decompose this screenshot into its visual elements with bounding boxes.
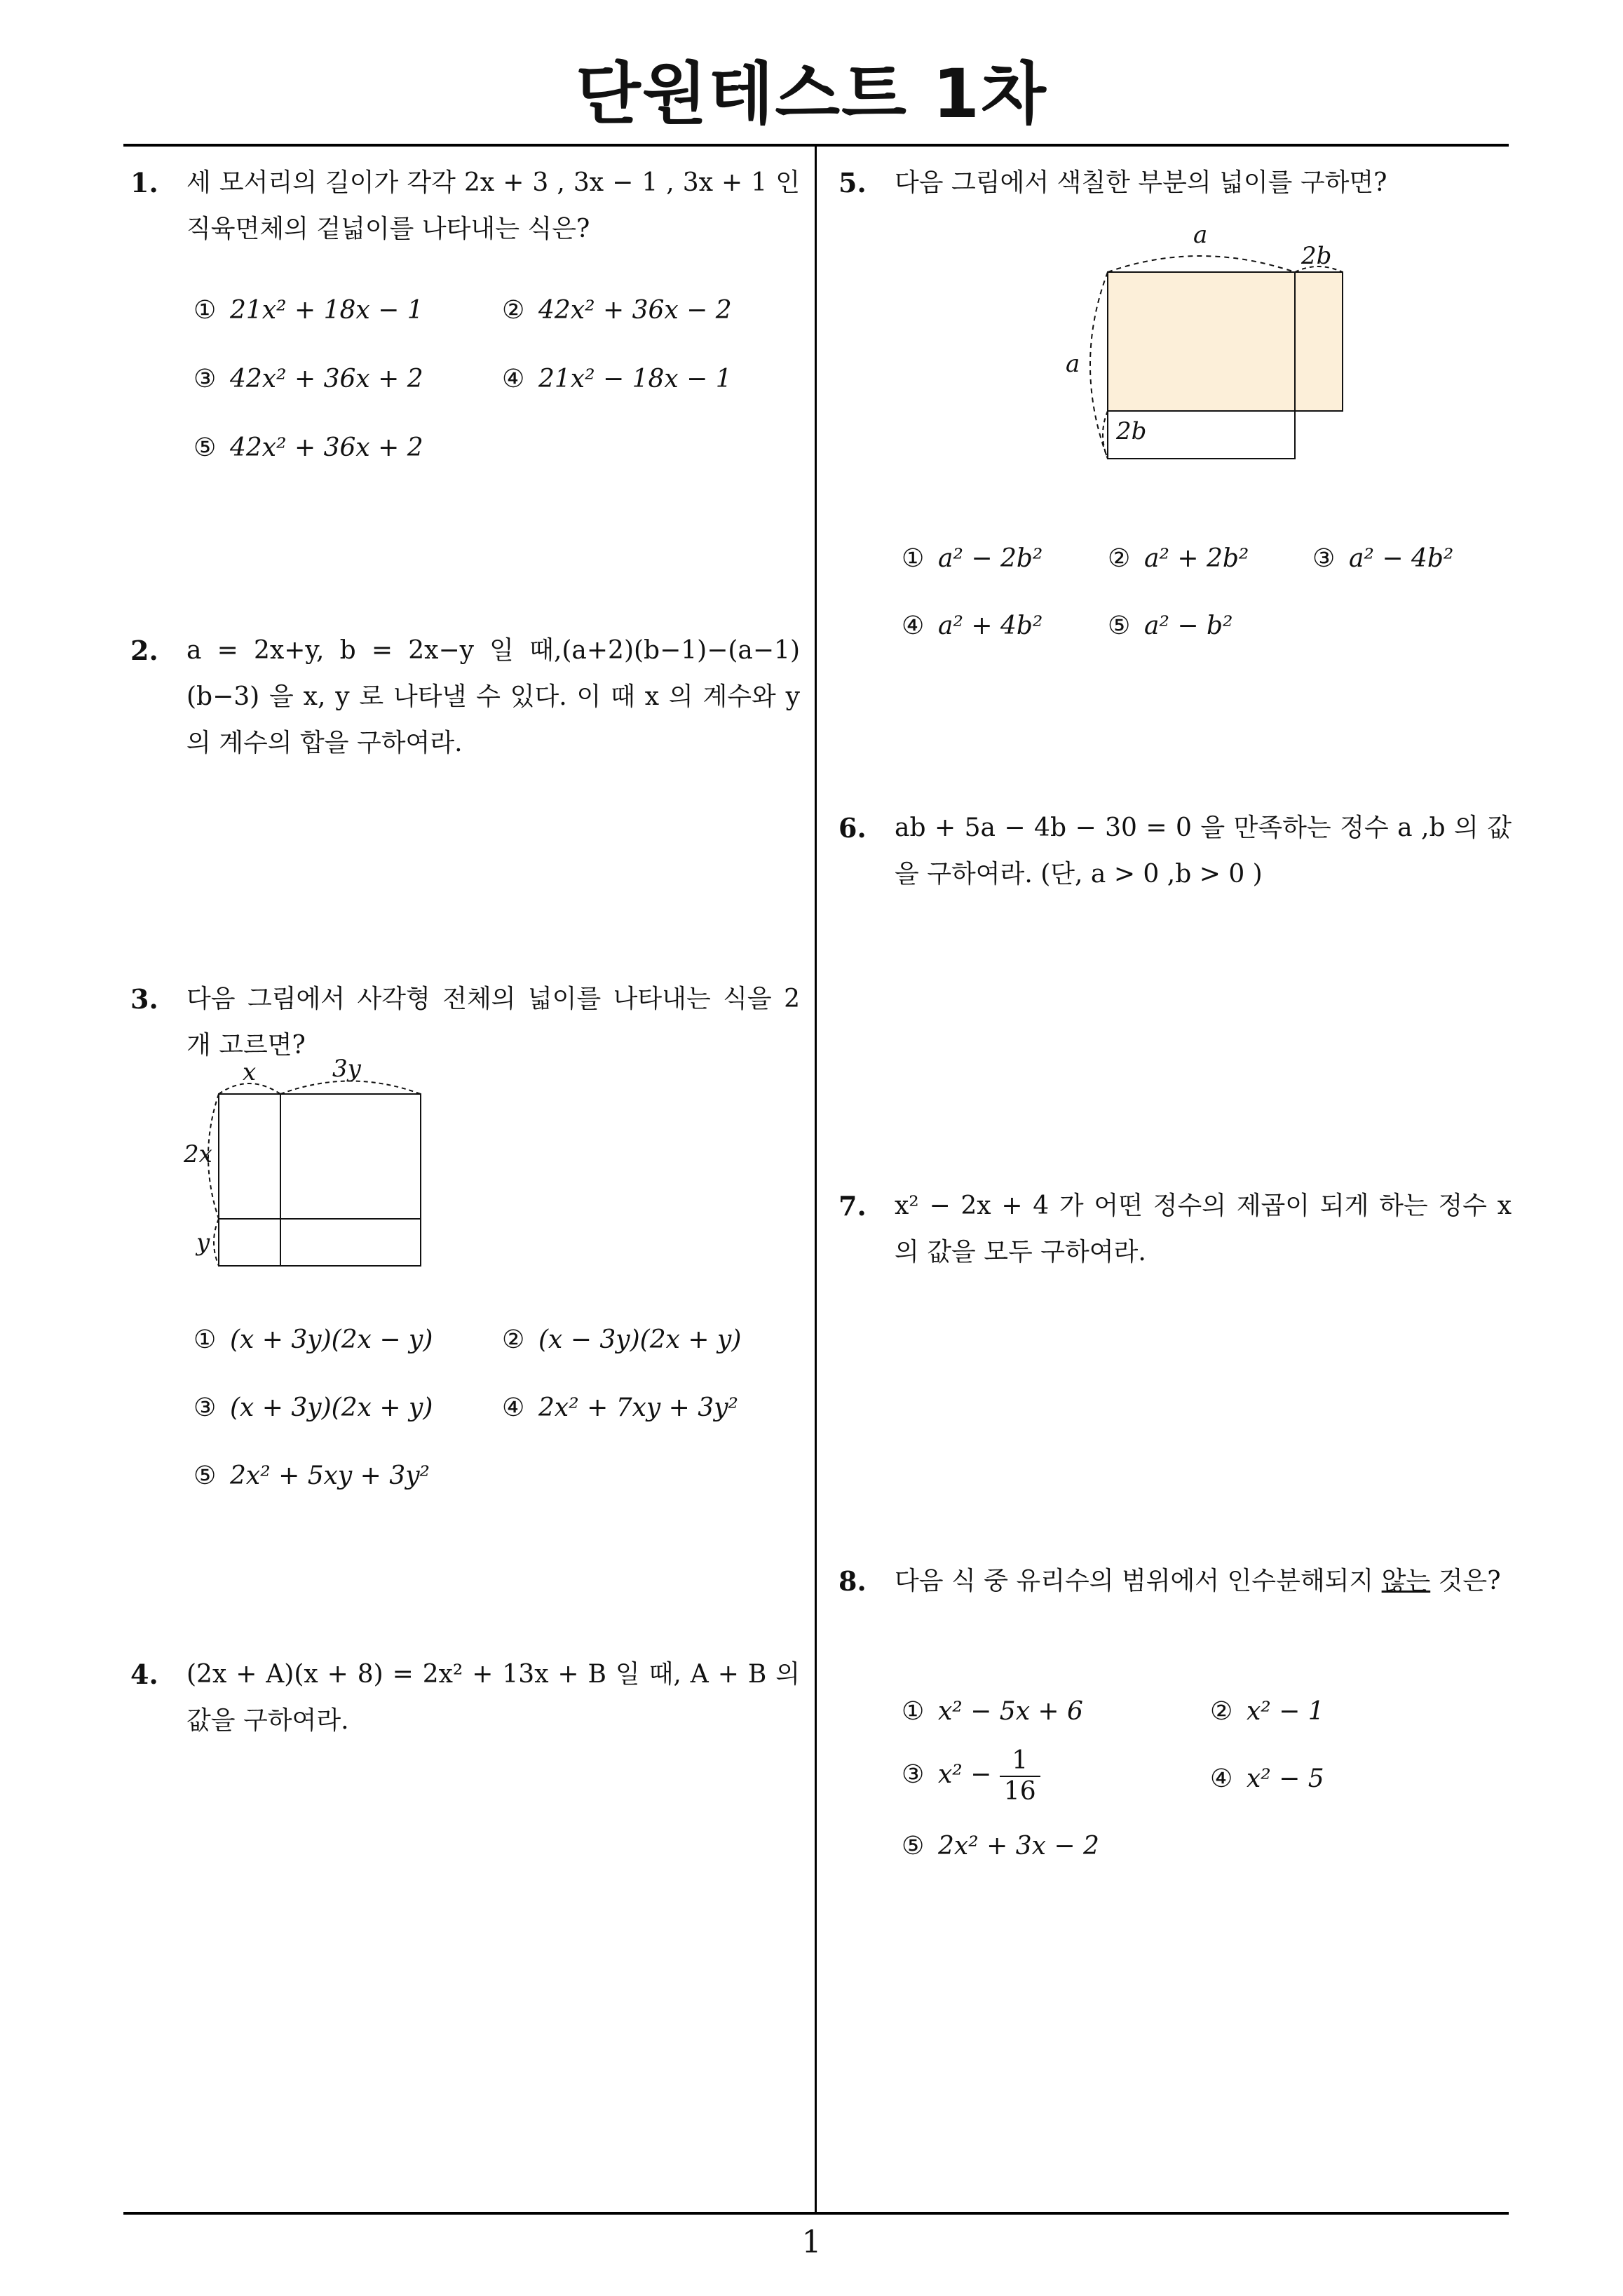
- option-text: a² − b²: [1144, 612, 1233, 640]
- problem-text: 다음 그림에서 색칠한 부분의 넓이를 구하면?: [895, 168, 1387, 197]
- option-text: a² + 4b²: [938, 612, 1043, 640]
- fraction-denominator: 16: [1003, 1777, 1036, 1806]
- option-1-4: [502, 365, 732, 393]
- option-5-3: [1312, 544, 1453, 573]
- choice-mark: ⑤: [193, 1461, 217, 1490]
- option-8-3: [902, 1746, 1040, 1807]
- problem-number: 1.: [130, 167, 158, 198]
- option-3-3: [193, 1393, 433, 1422]
- problem-text: a = 2x+y, b = 2x−y 일 때,(a+2)(b−1)−(a−1)(b−3) 을 x, y 로 나타낼 수 있다. 이 때 x 의 계수와 y 의 계수의 합을 구하여라.: [186, 636, 800, 757]
- option-8-1: [902, 1697, 1083, 1726]
- choice-mark: ④: [902, 612, 925, 640]
- option-5-5: [1108, 612, 1232, 640]
- problem-number: 4.: [130, 1659, 158, 1690]
- fraction: [1000, 1746, 1040, 1807]
- figure-rectangle-3: [175, 1055, 428, 1273]
- option-text: x² − 1: [1247, 1697, 1324, 1726]
- bottom-rule: [123, 2212, 1509, 2215]
- option-5-2: [1108, 544, 1249, 573]
- choice-mark: ⑤: [902, 1832, 925, 1861]
- choice-mark: ⑤: [193, 433, 217, 462]
- choice-mark: ①: [193, 1325, 217, 1354]
- choice-mark: ④: [502, 1393, 525, 1422]
- option-text: 21x² + 18x − 1: [230, 296, 423, 325]
- page-title: 단원테스트 1차: [576, 55, 1047, 133]
- choice-mark: ②: [1108, 544, 1131, 573]
- problem-number: 2.: [130, 635, 158, 666]
- option-text: 21x² − 18x − 1: [538, 365, 732, 393]
- option-text: x² −: [938, 1760, 992, 1789]
- underlined-word: 않는: [1381, 1567, 1431, 1595]
- label-x: x: [243, 1058, 257, 1086]
- label-a-left: a: [1066, 350, 1080, 378]
- choice-mark: ②: [502, 1325, 525, 1354]
- option-text: 2x² + 7xy + 3y²: [538, 1393, 738, 1422]
- option-text: x² − 5x + 6: [938, 1697, 1083, 1726]
- problem-text-part: 다음 식 중 유리수의 범위에서 인수분해되지: [895, 1567, 1382, 1595]
- choice-mark: ①: [193, 296, 217, 325]
- label-2b-inner: 2b: [1116, 417, 1147, 445]
- page-number: 1: [801, 2224, 822, 2260]
- option-text: a² − 2b²: [938, 544, 1043, 573]
- shaded-region: [1108, 272, 1343, 411]
- option-3-5: [193, 1461, 430, 1490]
- choice-mark: ③: [902, 1760, 925, 1789]
- option-1-5: [193, 433, 423, 462]
- problem-number: 6.: [838, 812, 867, 844]
- problem-number: 3.: [130, 983, 158, 1015]
- option-text: (x − 3y)(2x + y): [538, 1325, 742, 1354]
- option-text: (x + 3y)(2x − y): [230, 1325, 433, 1354]
- option-text: (x + 3y)(2x + y): [230, 1393, 433, 1422]
- option-1-3: [193, 365, 423, 393]
- choice-mark: ②: [1210, 1697, 1233, 1726]
- label-y: y: [196, 1229, 210, 1257]
- problem-text: 다음 그림에서 사각형 전체의 넓이를 나타내는 식을 2 개 고르면?: [186, 985, 800, 1060]
- choice-mark: ③: [1312, 544, 1336, 573]
- choice-mark: ①: [902, 1697, 925, 1726]
- option-8-2: [1210, 1697, 1324, 1726]
- choice-mark: ①: [902, 544, 925, 573]
- label-a-top: a: [1193, 224, 1208, 249]
- label-3y: 3y: [332, 1055, 361, 1083]
- option-3-2: [502, 1325, 741, 1354]
- choice-mark: ④: [502, 365, 525, 393]
- column-divider: [815, 144, 817, 2215]
- option-text: a² − 4b²: [1349, 544, 1454, 573]
- option-text: 2x² + 3x − 2: [938, 1832, 1099, 1861]
- option-8-5: [902, 1832, 1099, 1861]
- option-text: 42x² + 36x + 2: [230, 365, 423, 393]
- option-text: a² + 2b²: [1144, 544, 1249, 573]
- option-text: x² − 5: [1247, 1764, 1324, 1793]
- fraction-numerator: 1: [1000, 1746, 1040, 1777]
- problem-text: ab + 5a − 4b − 30 = 0 을 만족하는 정수 a ,b 의 값을 구하여라. (단, a > 0 ,b > 0 ): [895, 813, 1512, 889]
- option-text: 2x² + 5xy + 3y²: [230, 1461, 430, 1490]
- option-text: 42x² + 36x + 2: [230, 433, 423, 462]
- option-3-1: [193, 1325, 433, 1354]
- choice-mark: ⑤: [1108, 612, 1131, 640]
- choice-mark: ②: [502, 296, 525, 325]
- problem-text-part: 것은?: [1430, 1567, 1501, 1595]
- problem-number: 8.: [838, 1565, 867, 1597]
- choice-mark: ④: [1210, 1764, 1233, 1793]
- option-8-4: [1210, 1764, 1324, 1793]
- choice-mark: ③: [193, 365, 217, 393]
- option-1-2: [502, 296, 732, 325]
- problem-text: [895, 1558, 1512, 1605]
- option-5-4: [902, 612, 1043, 640]
- choice-mark: ③: [193, 1393, 217, 1422]
- label-2b-top: 2b: [1301, 242, 1332, 270]
- option-5-1: [902, 544, 1043, 573]
- option-1-1: [193, 296, 423, 325]
- option-text: 42x² + 36x − 2: [538, 296, 732, 325]
- figure-rectangle-5: [1066, 224, 1360, 463]
- problem-number: 7.: [838, 1190, 867, 1222]
- problem-text: x² − 2x + 4 가 어떤 정수의 제곱이 되게 하는 정수 x 의 값을 모두 구하여라.: [895, 1191, 1512, 1267]
- label-2x: 2x: [184, 1140, 212, 1168]
- problem-number: 5.: [838, 167, 867, 198]
- problem-text: (2x + A)(x + 8) = 2x² + 13x + B 일 때, A + B 의 값을 구하여라.: [186, 1660, 800, 1735]
- problem-text: 세 모서리의 길이가 각각 2x + 3 , 3x − 1 , 3x + 1 인 직육면체의 겉넓이를 나타내는 식은?: [186, 168, 800, 243]
- option-3-4: [502, 1393, 738, 1422]
